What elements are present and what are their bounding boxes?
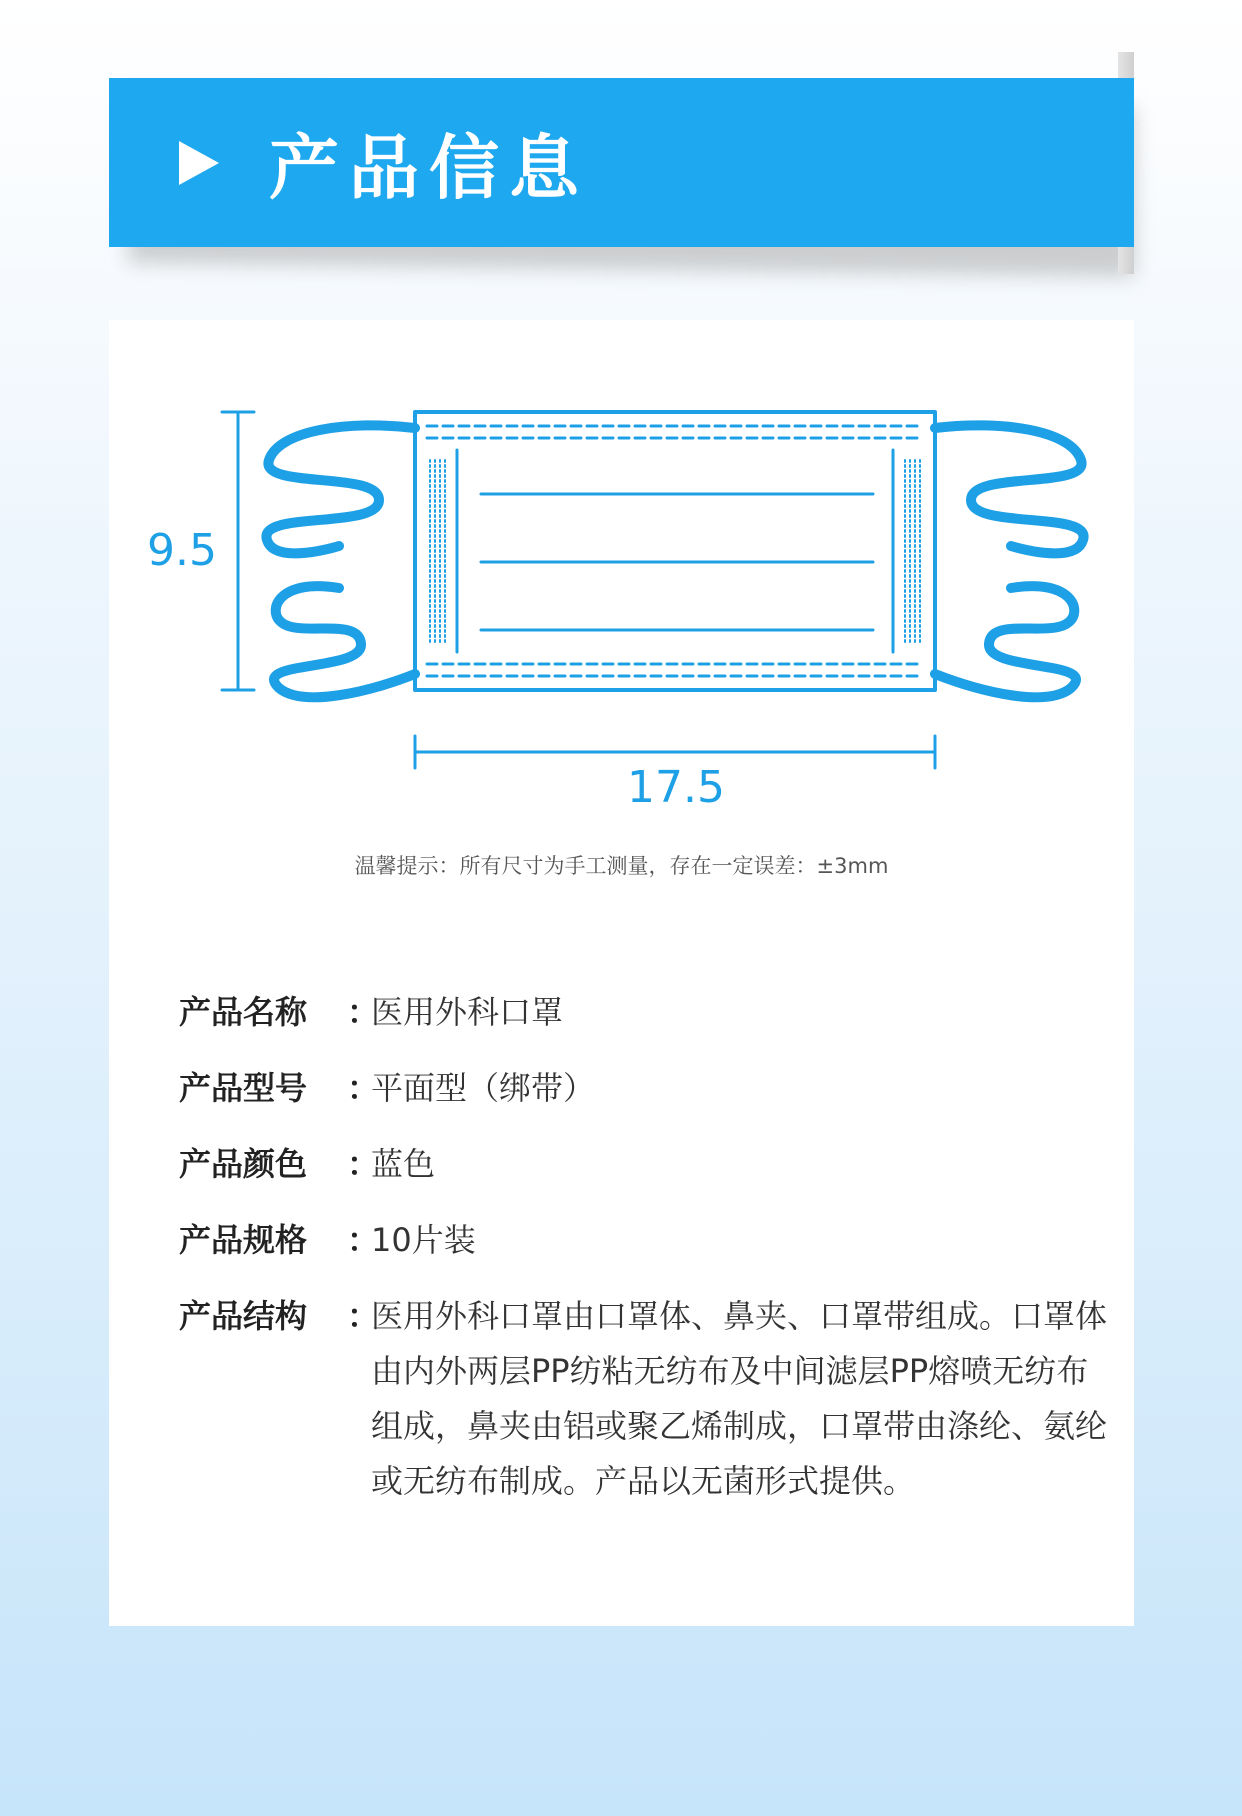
product-card bbox=[109, 320, 1134, 1626]
info-colon: ： bbox=[347, 1297, 380, 1335]
info-colon: ： bbox=[347, 1221, 380, 1259]
info-value: 蓝色 bbox=[371, 1145, 436, 1183]
info-key: 产品颜色 bbox=[179, 1145, 308, 1183]
info-colon: ： bbox=[347, 1069, 380, 1107]
info-key: 产品名称 bbox=[179, 993, 308, 1031]
info-row-model bbox=[179, 1066, 1109, 1116]
info-key: 产品结构 bbox=[179, 1297, 308, 1335]
info-key: 产品型号 bbox=[179, 1069, 308, 1107]
info-row-name bbox=[179, 990, 1109, 1040]
info-value: 10片装 bbox=[371, 1221, 476, 1259]
product-info-list bbox=[179, 990, 1109, 1535]
header-banner bbox=[109, 78, 1134, 247]
info-colon: ： bbox=[347, 993, 380, 1031]
info-key: 产品规格 bbox=[179, 1221, 308, 1259]
info-row-spec bbox=[179, 1218, 1109, 1268]
info-row-color bbox=[179, 1142, 1109, 1192]
measurement-tip: 温馨提示：所有尺寸为手工测量，存在一定误差：±3mm bbox=[354, 854, 889, 878]
info-value: 平面型（绑带） bbox=[371, 1069, 596, 1107]
width-dimension-label: 17.5 bbox=[627, 762, 725, 813]
info-colon: ： bbox=[347, 1145, 380, 1183]
mask-body bbox=[415, 412, 935, 690]
info-value: 医用外科口罩由口罩体、鼻夹、口罩带组成。口罩体由内外两层PP纺粘无纺布及中间滤层PP熔喷无纺布组成，鼻夹由铝或聚乙烯制成，口罩带由涤纶、氨纶或无纺布制成。产品以无菌形式提供。 bbox=[371, 1297, 1108, 1500]
page-title: 产品信息 bbox=[269, 127, 589, 209]
height-dimension-label: 9.5 bbox=[147, 525, 217, 576]
info-value: 医用外科口罩 bbox=[371, 993, 564, 1031]
play-arrow-icon bbox=[179, 141, 219, 185]
info-row-structure bbox=[179, 1294, 1109, 1509]
